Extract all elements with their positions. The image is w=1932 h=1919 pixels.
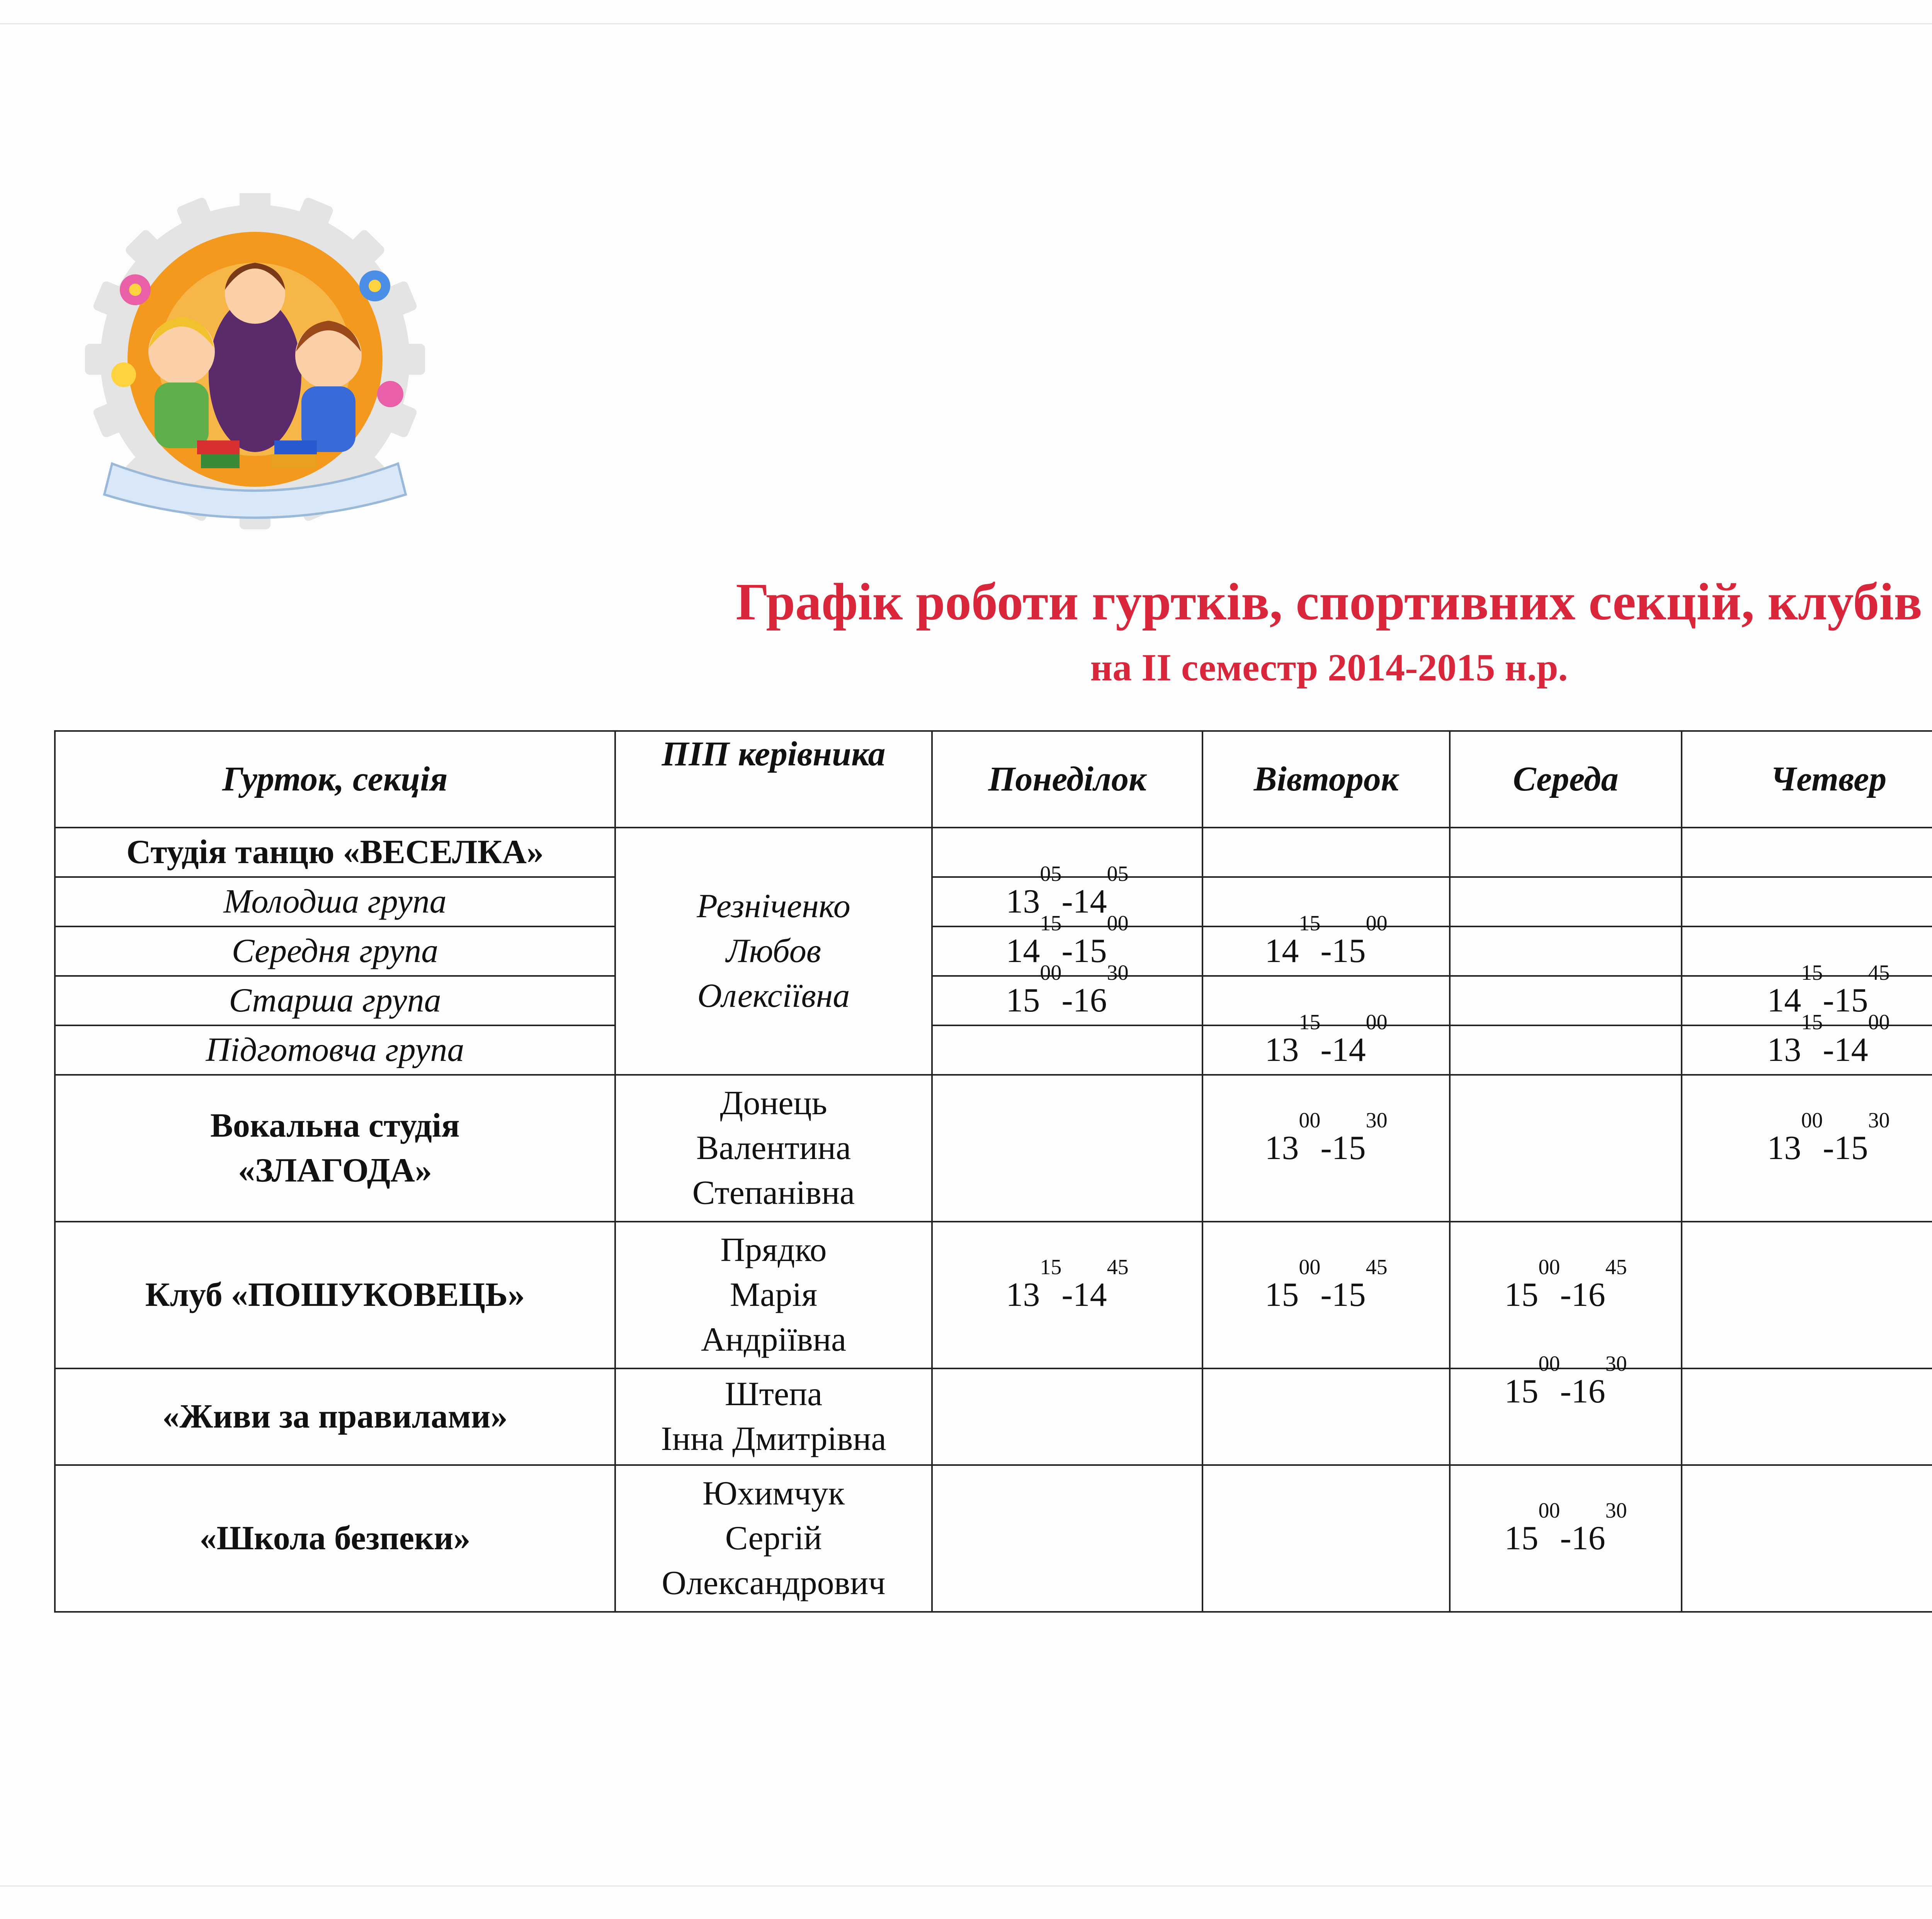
cell-empty xyxy=(1450,1025,1682,1075)
end-minutes: 00 xyxy=(1366,1010,1388,1034)
time-dash: - xyxy=(1061,932,1073,970)
cell-empty xyxy=(1202,828,1450,877)
start-minutes: 00 xyxy=(1801,1108,1823,1132)
cell-veselka-name: Студія танцю «ВЕСЕЛКА» xyxy=(55,828,615,877)
page-subtitle: на ІІ семестр 2014-2015 н.р. xyxy=(1090,646,1568,689)
start-minutes: 15 xyxy=(1040,1255,1062,1279)
start-hour: 14 xyxy=(1265,932,1299,970)
start-hour: 15 xyxy=(1006,982,1040,1019)
cell-empty xyxy=(932,1025,1202,1075)
end-hour: 14 xyxy=(1332,1031,1366,1069)
end-hour: 15 xyxy=(1332,1276,1366,1314)
start-minutes: 00 xyxy=(1299,1255,1321,1279)
cell-time xyxy=(932,961,1202,1025)
end-hour: 16 xyxy=(1073,982,1107,1019)
cell-empty xyxy=(1682,1222,1932,1368)
veselka-leader-line-1: Резніченко xyxy=(697,887,850,925)
start-minutes: 05 xyxy=(1040,862,1062,886)
zlagoda-leader-line-3: Степанівна xyxy=(692,1174,855,1212)
cell-empty xyxy=(1202,1465,1450,1612)
start-minutes: 15 xyxy=(1299,1010,1321,1034)
time-dash: - xyxy=(1320,1129,1332,1167)
cell-empty xyxy=(1450,1075,1682,1222)
poshukovets-leader-line-3: Андріївна xyxy=(701,1321,847,1358)
cell-zlagoda-leader xyxy=(615,1075,932,1222)
time-dash: - xyxy=(1823,982,1834,1019)
cell-empty xyxy=(1202,877,1450,926)
cell-poshukovets-name: Клуб «ПОШУКОВЕЦЬ» xyxy=(55,1222,615,1368)
logo-gear-tooth xyxy=(394,344,425,375)
end-minutes: 30 xyxy=(1605,1499,1627,1523)
end-minutes: 00 xyxy=(1107,911,1129,935)
table-row-bezpeka xyxy=(55,1465,1932,1612)
veselka-leader-line-3: Олексіївна xyxy=(697,977,850,1015)
start-hour: 14 xyxy=(1767,982,1801,1019)
cell-time xyxy=(932,862,1202,926)
end-hour: 14 xyxy=(1834,1031,1868,1069)
cell-time xyxy=(1450,1222,1682,1368)
cell-poshukovets-leader xyxy=(615,1222,932,1368)
end-minutes: 00 xyxy=(1366,911,1388,935)
cell-empty xyxy=(1682,877,1932,926)
start-minutes: 15 xyxy=(1801,961,1823,985)
cell-time xyxy=(1450,1352,1682,1465)
time-dash: - xyxy=(1320,1031,1332,1069)
cell-time xyxy=(1202,1222,1450,1368)
cell-time xyxy=(1202,911,1450,976)
end-minutes: 00 xyxy=(1868,1010,1890,1034)
table-header-row xyxy=(55,731,1932,828)
start-minutes: 15 xyxy=(1299,911,1321,935)
poshukovets-leader-line-1: Прядко xyxy=(720,1231,827,1269)
table-row-junior-group xyxy=(55,877,1932,926)
end-minutes: 30 xyxy=(1868,1108,1890,1132)
cell-time xyxy=(1682,1010,1932,1075)
cell-time xyxy=(1202,1010,1450,1075)
end-hour: 16 xyxy=(1571,1373,1605,1410)
start-minutes: 00 xyxy=(1538,1499,1560,1523)
start-minutes: 15 xyxy=(1040,911,1062,935)
end-hour: 14 xyxy=(1073,1276,1107,1314)
time-dash: - xyxy=(1823,1031,1834,1069)
end-hour: 15 xyxy=(1332,932,1366,970)
table-row-poshukovets xyxy=(55,1222,1932,1368)
time-dash: - xyxy=(1560,1373,1571,1410)
zlagoda-name-line-1: Вокальна студія xyxy=(210,1107,460,1144)
start-hour: 13 xyxy=(1265,1129,1299,1167)
end-hour: 15 xyxy=(1834,1129,1868,1167)
cell-empty xyxy=(932,828,1202,877)
cell-veselka-leader xyxy=(615,828,932,1075)
start-minutes: 00 xyxy=(1299,1108,1321,1132)
veselka-leader-line-2: Любов xyxy=(726,932,821,970)
start-minutes: 15 xyxy=(1801,1010,1823,1034)
cell-time xyxy=(1202,1075,1450,1222)
zlagoda-leader-line-2: Валентина xyxy=(696,1129,851,1167)
table-row-senior-group xyxy=(55,976,1932,1025)
header-leader: ПІП керівника xyxy=(615,731,932,828)
cell-zlagoda-name xyxy=(55,1075,615,1222)
cell-bezpeka-name: «Школа безпеки» xyxy=(55,1465,615,1612)
start-hour: 15 xyxy=(1504,1276,1539,1314)
logo-gear-tooth xyxy=(240,193,270,220)
time-dash: - xyxy=(1823,1129,1834,1167)
schedule-table xyxy=(54,730,1932,1613)
school-logo xyxy=(81,193,429,541)
cell-empty xyxy=(1450,976,1682,1025)
bezpeka-leader-line-2: Сергій xyxy=(725,1520,822,1557)
start-hour: 13 xyxy=(1767,1129,1801,1167)
start-minutes: 00 xyxy=(1538,1255,1560,1279)
cell-empty xyxy=(932,1465,1202,1612)
cell-time xyxy=(1682,1075,1932,1222)
header-tuesday: Вівторок xyxy=(1202,731,1450,828)
cell-empty xyxy=(1682,1368,1932,1465)
cell-prep-group-name: Підготовча група xyxy=(55,1025,615,1075)
cell-empty xyxy=(1450,926,1682,976)
end-minutes: 30 xyxy=(1366,1108,1388,1132)
cell-zhyvy-leader xyxy=(615,1368,932,1465)
cell-junior-group-name: Молодша група xyxy=(55,877,615,926)
time-dash: - xyxy=(1560,1520,1571,1557)
start-hour: 15 xyxy=(1265,1276,1299,1314)
cell-middle-group-name: Середня група xyxy=(55,926,615,976)
start-hour: 13 xyxy=(1006,1276,1040,1314)
start-hour: 13 xyxy=(1767,1031,1801,1069)
start-hour: 15 xyxy=(1504,1373,1539,1410)
cell-empty xyxy=(1450,828,1682,877)
zlagoda-leader-line-1: Донець xyxy=(720,1084,827,1122)
cell-empty xyxy=(932,1368,1202,1465)
end-hour: 16 xyxy=(1571,1520,1605,1557)
scan-bottom-edge xyxy=(0,1885,1932,1887)
bezpeka-leader-line-1: Юхимчук xyxy=(702,1475,845,1512)
end-hour: 15 xyxy=(1834,982,1868,1019)
cell-empty xyxy=(1202,976,1450,1025)
end-hour: 14 xyxy=(1073,883,1107,920)
cell-time xyxy=(1450,1465,1682,1612)
cell-bezpeka-leader xyxy=(615,1465,932,1612)
header-monday: Понеділок xyxy=(932,731,1202,828)
end-hour: 16 xyxy=(1571,1276,1605,1314)
end-minutes: 05 xyxy=(1107,862,1129,886)
start-hour: 13 xyxy=(1265,1031,1299,1069)
cell-empty xyxy=(1450,877,1682,926)
cell-senior-group-name: Старша група xyxy=(55,976,615,1025)
logo-gear-tooth xyxy=(85,344,116,375)
cell-time xyxy=(932,1222,1202,1368)
start-minutes: 00 xyxy=(1040,961,1062,985)
end-minutes: 45 xyxy=(1107,1255,1129,1279)
time-dash: - xyxy=(1061,883,1073,920)
table-row-zlagoda xyxy=(55,1075,1932,1222)
start-hour: 14 xyxy=(1006,932,1040,970)
bezpeka-leader-line-3: Олександрович xyxy=(662,1564,886,1602)
cell-empty xyxy=(932,1075,1202,1222)
cell-time xyxy=(932,911,1202,976)
time-dash: - xyxy=(1061,982,1073,1019)
time-dash: - xyxy=(1560,1276,1571,1314)
time-dash: - xyxy=(1061,1276,1073,1314)
end-hour: 15 xyxy=(1332,1129,1366,1167)
zlagoda-name-line-2: «ЗЛАГОДА» xyxy=(238,1152,432,1189)
time-dash: - xyxy=(1320,932,1332,970)
cell-empty xyxy=(1682,828,1932,877)
start-hour: 13 xyxy=(1006,883,1040,920)
end-minutes: 45 xyxy=(1366,1255,1388,1279)
table-row-zhyvy xyxy=(55,1368,1932,1465)
cell-empty xyxy=(1202,1368,1450,1465)
end-minutes: 45 xyxy=(1605,1255,1627,1279)
end-minutes: 45 xyxy=(1868,961,1890,985)
page-title: Графік роботи гуртків, спортивних секцій, клубів xyxy=(736,573,1922,631)
poshukovets-leader-line-2: Марія xyxy=(730,1276,818,1314)
start-hour: 15 xyxy=(1504,1520,1539,1557)
scan-top-edge xyxy=(0,23,1932,24)
time-dash: - xyxy=(1320,1276,1332,1314)
table-row-veselka xyxy=(55,828,1932,877)
table-row-prep-group xyxy=(55,1025,1932,1075)
header-wednesday: Середа xyxy=(1450,731,1682,828)
zhyvy-leader-line-2: Інна Дмитрівна xyxy=(661,1420,886,1458)
header-circle: Гурток, секція xyxy=(55,731,615,828)
table-row-middle-group xyxy=(55,926,1932,976)
header-thursday: Четвер xyxy=(1682,731,1932,828)
zhyvy-leader-line-1: Штепа xyxy=(724,1375,823,1413)
end-minutes: 30 xyxy=(1605,1352,1627,1376)
end-hour: 15 xyxy=(1073,932,1107,970)
start-minutes: 00 xyxy=(1538,1352,1560,1376)
cell-zhyvy-name: «Живи за правилами» xyxy=(55,1368,615,1465)
cell-empty xyxy=(1682,1465,1932,1612)
end-minutes: 30 xyxy=(1107,961,1129,985)
